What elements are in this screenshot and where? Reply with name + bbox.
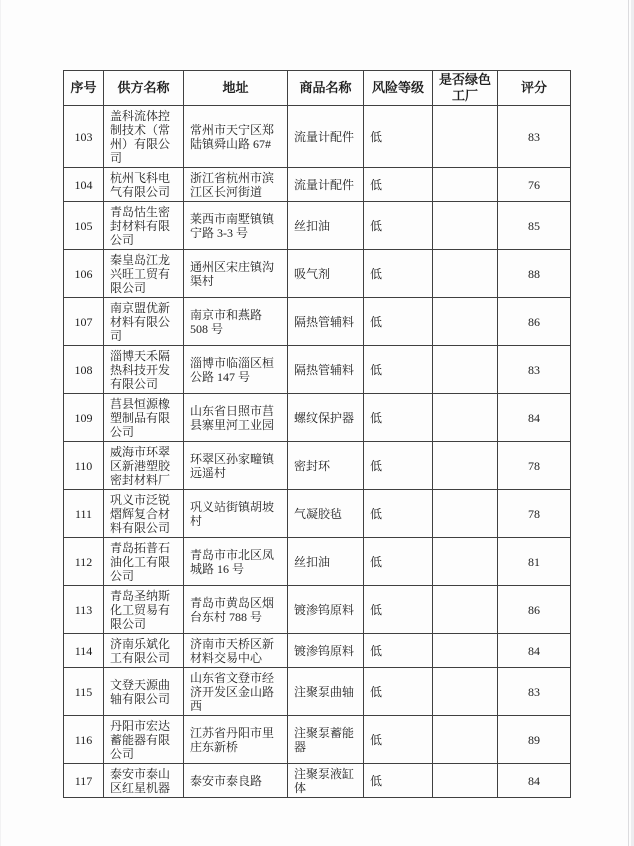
green-factory-cell xyxy=(433,250,498,298)
address-cell: 环翠区孙家疃镇远遥村 xyxy=(184,442,288,490)
score-cell: 85 xyxy=(498,202,571,250)
supplier-name-cell: 泰安市泰山区红星机器 xyxy=(104,764,184,798)
supplier-name-cell: 淄博天禾隔热科技开发有限公司 xyxy=(104,346,184,394)
table-row xyxy=(64,634,571,668)
table-row xyxy=(64,716,571,764)
product-name-cell: 吸气剂 xyxy=(288,250,364,298)
supplier-name-cell: 青岛圣纳斯化工贸易有限公司 xyxy=(104,586,184,634)
address-cell: 南京市和燕路 508 号 xyxy=(184,298,288,346)
product-name-cell: 流量计配件 xyxy=(288,168,364,202)
score-cell: 89 xyxy=(498,716,571,764)
row-number-cell: 116 xyxy=(64,716,104,764)
row-number-cell: 115 xyxy=(64,668,104,716)
address-cell: 浙江省杭州市滨江区长河街道 xyxy=(184,168,288,202)
product-name-cell: 隔热管辅料 xyxy=(288,298,364,346)
product-name-cell: 丝扣油 xyxy=(288,538,364,586)
score-cell: 83 xyxy=(498,106,571,168)
address-cell: 泰安市泰良路 xyxy=(184,764,288,798)
supplier-name-cell: 盖科流体控制技术（常州）有限公司 xyxy=(104,106,184,168)
risk-level-cell: 低 xyxy=(364,538,433,586)
risk-level-cell: 低 xyxy=(364,442,433,490)
score-cell: 83 xyxy=(498,668,571,716)
row-number-cell: 105 xyxy=(64,202,104,250)
green-factory-cell xyxy=(433,716,498,764)
score-cell: 88 xyxy=(498,250,571,298)
address-cell: 巩义站街镇胡坡村 xyxy=(184,490,288,538)
table-header xyxy=(64,71,571,106)
supplier-name-cell: 杭州飞科电气有限公司 xyxy=(104,168,184,202)
risk-level-cell: 低 xyxy=(364,106,433,168)
row-number-cell: 117 xyxy=(64,764,104,798)
score-cell: 76 xyxy=(498,168,571,202)
table-row xyxy=(64,394,571,442)
row-number-cell: 108 xyxy=(64,346,104,394)
product-name-cell: 气凝胶毡 xyxy=(288,490,364,538)
row-number-cell: 112 xyxy=(64,538,104,586)
column-header-supplier: 供方名称 xyxy=(104,71,184,106)
green-factory-cell xyxy=(433,346,498,394)
green-factory-cell xyxy=(433,106,498,168)
green-factory-cell xyxy=(433,298,498,346)
address-cell: 青岛市黄岛区烟台东村 788 号 xyxy=(184,586,288,634)
address-cell: 山东省日照市莒县寨里河工业园 xyxy=(184,394,288,442)
product-name-cell: 密封环 xyxy=(288,442,364,490)
address-cell: 济南市天桥区新材料交易中心 xyxy=(184,634,288,668)
scan-left-edge xyxy=(0,0,1,846)
green-factory-cell xyxy=(433,538,498,586)
score-cell: 81 xyxy=(498,538,571,586)
product-name-cell: 流量计配件 xyxy=(288,106,364,168)
green-factory-cell xyxy=(433,202,498,250)
score-cell: 86 xyxy=(498,298,571,346)
table-row xyxy=(64,168,571,202)
address-cell: 青岛市市北区凤城路 16 号 xyxy=(184,538,288,586)
product-name-cell: 注聚泵液缸体 xyxy=(288,764,364,798)
table-row xyxy=(64,586,571,634)
table-row xyxy=(64,346,571,394)
risk-level-cell: 低 xyxy=(364,168,433,202)
risk-level-cell: 低 xyxy=(364,764,433,798)
green-factory-cell xyxy=(433,168,498,202)
row-number-cell: 111 xyxy=(64,490,104,538)
product-name-cell: 镀渗钨原料 xyxy=(288,634,364,668)
risk-level-cell: 低 xyxy=(364,716,433,764)
product-name-cell: 注聚泵蓄能器 xyxy=(288,716,364,764)
score-cell: 78 xyxy=(498,490,571,538)
row-number-cell: 106 xyxy=(64,250,104,298)
row-number-cell: 110 xyxy=(64,442,104,490)
supplier-name-cell: 秦皇岛江龙兴旺工贸有限公司 xyxy=(104,250,184,298)
column-header-product: 商品名称 xyxy=(288,71,364,106)
supplier-name-cell: 莒县恒源橡塑制品有限公司 xyxy=(104,394,184,442)
header-row xyxy=(64,71,571,106)
product-name-cell: 丝扣油 xyxy=(288,202,364,250)
product-name-cell: 注聚泵曲轴 xyxy=(288,668,364,716)
address-cell: 通州区宋庄镇沟渠村 xyxy=(184,250,288,298)
table-row xyxy=(64,106,571,168)
risk-level-cell: 低 xyxy=(364,250,433,298)
address-cell: 淄博市临淄区桓公路 147 号 xyxy=(184,346,288,394)
address-cell: 山东省文登市经济开发区金山路西 xyxy=(184,668,288,716)
row-number-cell: 107 xyxy=(64,298,104,346)
product-name-cell: 镀渗钨原料 xyxy=(288,586,364,634)
scan-right-edge-line xyxy=(628,0,629,846)
table-row xyxy=(64,250,571,298)
row-number-cell: 104 xyxy=(64,168,104,202)
green-factory-cell xyxy=(433,394,498,442)
table-row xyxy=(64,490,571,538)
column-header-risk: 风险等级 xyxy=(364,71,433,106)
score-cell: 84 xyxy=(498,394,571,442)
risk-level-cell: 低 xyxy=(364,394,433,442)
green-factory-cell xyxy=(433,764,498,798)
row-number-cell: 113 xyxy=(64,586,104,634)
column-header-green-factory: 是否绿色工厂 xyxy=(433,71,498,106)
row-number-cell: 103 xyxy=(64,106,104,168)
column-header-address: 地址 xyxy=(184,71,288,106)
table-row xyxy=(64,538,571,586)
supplier-name-cell: 青岛拓普石油化工有限公司 xyxy=(104,538,184,586)
risk-level-cell: 低 xyxy=(364,634,433,668)
risk-level-cell: 低 xyxy=(364,202,433,250)
supplier-name-cell: 文登天源曲轴有限公司 xyxy=(104,668,184,716)
row-number-cell: 114 xyxy=(64,634,104,668)
address-cell: 江苏省丹阳市里庄东新桥 xyxy=(184,716,288,764)
address-cell: 常州市天宁区郑陆镇舜山路 67# xyxy=(184,106,288,168)
supplier-name-cell: 巩义市泛锐熠辉复合材料有限公司 xyxy=(104,490,184,538)
table-row xyxy=(64,298,571,346)
row-number-cell: 109 xyxy=(64,394,104,442)
score-cell: 84 xyxy=(498,634,571,668)
column-header-score: 评分 xyxy=(498,71,571,106)
table-row xyxy=(64,442,571,490)
risk-level-cell: 低 xyxy=(364,586,433,634)
green-factory-cell xyxy=(433,634,498,668)
supplier-name-cell: 济南乐斌化工有限公司 xyxy=(104,634,184,668)
table-row xyxy=(64,764,571,798)
score-cell: 84 xyxy=(498,764,571,798)
risk-level-cell: 低 xyxy=(364,346,433,394)
product-name-cell: 隔热管辅料 xyxy=(288,346,364,394)
green-factory-cell xyxy=(433,442,498,490)
risk-level-cell: 低 xyxy=(364,298,433,346)
risk-level-cell: 低 xyxy=(364,668,433,716)
table-row xyxy=(64,668,571,716)
risk-level-cell: 低 xyxy=(364,490,433,538)
supplier-name-cell: 威海市环翠区新港塑胶密封材料厂 xyxy=(104,442,184,490)
supplier-table xyxy=(63,70,571,798)
score-cell: 83 xyxy=(498,346,571,394)
green-factory-cell xyxy=(433,490,498,538)
product-name-cell: 螺纹保护器 xyxy=(288,394,364,442)
address-cell: 莱西市南墅镇镇宁路 3-3 号 xyxy=(184,202,288,250)
green-factory-cell xyxy=(433,586,498,634)
supplier-name-cell: 丹阳市宏达蓄能器有限公司 xyxy=(104,716,184,764)
table-row xyxy=(64,202,571,250)
table-body xyxy=(64,106,571,798)
supplier-name-cell: 南京盟优新材料有限公司 xyxy=(104,298,184,346)
column-header-index: 序号 xyxy=(64,71,104,106)
supplier-name-cell: 青岛怙生密封材料有限公司 xyxy=(104,202,184,250)
score-cell: 86 xyxy=(498,586,571,634)
score-cell: 78 xyxy=(498,442,571,490)
green-factory-cell xyxy=(433,668,498,716)
